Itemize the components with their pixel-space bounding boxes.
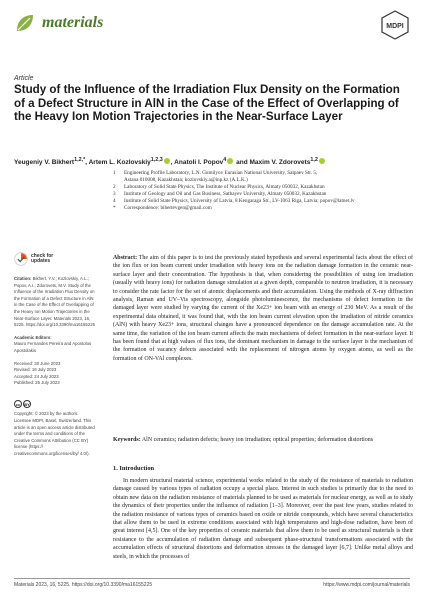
abstract-label: Abstract: (113, 255, 138, 261)
mdpi-logo-icon[interactable] (380, 10, 410, 40)
journal-logo[interactable] (14, 12, 103, 34)
keywords-text: AlN ceramics; radiation defects; heavy ion irradiation; optical properties; deformation distortions (141, 437, 374, 443)
journal-leaf-icon (14, 12, 36, 34)
affiliation-item: 2 Laboratory of Solid State Physics, The Institute of Nuclear Physics, Almaty 050032, Kazakhstan (113, 183, 325, 190)
cc-icon: cc (15, 401, 21, 407)
footer-divider (14, 578, 410, 579)
author-and: and (236, 159, 248, 167)
keywords-label: Keywords: (113, 437, 141, 443)
orcid-icon[interactable] (164, 158, 170, 164)
author-name[interactable]: Maxim V. Zdorovets (249, 159, 311, 167)
cc-license-badge[interactable] (14, 400, 31, 408)
author-name[interactable]: Anatoli I. Popov (174, 159, 224, 167)
check-updates-line1: check for (31, 252, 54, 259)
citation-block (14, 276, 96, 329)
author-name[interactable]: Yeugeniy V. Bikhert (14, 159, 75, 167)
mdpi-logo-text: MDPI (386, 23, 404, 30)
copyright-text[interactable]: Copyright: © 2023 by the authors. Licensee MDPI, Basel, Switzerland. This article is an open access article distributed under the terms and conditions of the Creative Commons Attribution (CC BY) license (https:// creativecommons.org/licenses/by/ 4.0/). (14, 411, 95, 456)
editors-label: Academic Editors: (14, 334, 52, 340)
citation-text[interactable]: Bikhert, Y.V.; Kozlovskiy, A.L.; Popov, A.I.; Zdorovets, M.V. Study of the Influence of the Irradiation Flux Density on the Formation of a Defect Structure in AlN in the Case of the Effect of Overlapping of the Heavy Ion Motion Trajectories in the Near-Surface Layer. Materials 2023, 16, 5225. https://doi.org/10.3390/ma16155225 (14, 276, 95, 328)
check-updates-button[interactable] (14, 252, 96, 266)
check-updates-line2: updates (31, 258, 51, 264)
author-sep: , (170, 159, 173, 167)
affiliation-item: 4 Institute of Solid State Physics, University of Latvia, 8 Kengaraga Str., LV-1063 Riga, Latvia; popov@latnet.lv (113, 197, 355, 204)
orcid-icon[interactable] (227, 158, 233, 164)
citation-label: Citation: (14, 276, 32, 281)
page-header (14, 8, 410, 46)
abstract (113, 254, 413, 363)
introduction-text: In modern structural material science, experimental works related to the study of the resistance of materials to radiation damage caused by various types of radiation occupy a special place. Interest in such studies is primarily due to the need to obtain new data on the radiation resistance of materials planned to be used as materials for nuclear energy, as well as to study the dynamics of their properties under the influence of radiation [1–3]. Moreover, over the past few years, studies related to the radiation resistance of various types of ceramics based on oxide or nitride compounds, which have several characteristics that allow them to be used in extreme conditions associated with high temperatures and high-dose radiation, have been of great interest [4,5]. One of the key properties of ceramic materials that allow them to be used as structural materials is their resistance to the accumulation of radiation damage and subsequent phase-structural transformations associated with the accumulation effects of structural distortions and deformation stresses in the damaged layer [6,7]. Unlike metal alloys and steels, in which the processes of (113, 478, 413, 560)
author-name[interactable]: Artem L. Kozlovskiy (88, 159, 151, 167)
author-affil-sup: 1,2,3 (150, 157, 163, 163)
accepted-date: Accepted: 24 July 2023 (14, 373, 59, 379)
author-affil-sup: 4 (223, 157, 227, 163)
author-affil-sup: 1,2 (310, 157, 318, 163)
correspondence: * Correspondence: bihertevgen@gmail.com (113, 204, 212, 211)
by-icon: BY (24, 401, 30, 407)
abstract-text: The aim of this paper is to test the previously stated hypothesis and several experimental facts about the effect of the ion flux or ion beam current under irradiation with heavy ions on the radiation damage formation in the ceramic near-surface layer and their concentration. The hypothesis is that, when considering the possibilities of using ion irradiation (usually with heavy ions) for radiation damage simulation at a given depth, comparable to neutron irradiation, it is necessary to consider the rate factor for the set of atomic displacements and their accumulation. Using the methods of X-ray diffraction analysis, Raman and UV–Vis spectroscopy, alongside photoluminescence, the mechanisms of defect formation in the damaged layer were studied by varying the current of the Xe23+ ion beam with an energy of 230 MeV. As a result of the experimental data obtained, it was found that, with the ion beam current elevation upon the irradiation of nitride ceramics (AlN) with heavy Xe23+ ions, structural changes have a pronounced dependence on the damage accumulation rate. At the same time, the variation of the ion beam current affects the main mechanisms of defect formation in the near-surface layer. It has been found that at high values of flux ions, the dominant mechanism in damage to the surface layer is the mechanism of the formation of vacancy defects associated with the replacement of nitrogen atoms by oxygen atoms, as well as the formation of ON-VAl complexes. (113, 255, 413, 362)
editors-block (14, 335, 96, 355)
dates-block (14, 361, 96, 387)
affiliations (113, 170, 413, 211)
revised-date: Revised: 18 July 2023 (14, 367, 57, 373)
orcid-icon[interactable] (319, 158, 325, 164)
article-title: Study of the Influence of the Irradiation Flux Density on the Formation of a Defect Structure in AlN in the Case of the Effect of Overlapping of the Heavy Ion Motion Trajectories in the Near-Surface Layer (14, 83, 400, 124)
affiliation-item: Astana 010008, Kazakhstan; kozlovskiy.a@inp.kz (A.L.K.) (124, 176, 248, 183)
keywords (113, 436, 413, 444)
section-heading: 1. Introduction (113, 465, 155, 472)
author-list (14, 157, 410, 166)
editors-text: Mauro Fernandes Pereira and Apostolos Apostolakis (14, 341, 92, 353)
sidebar (14, 252, 96, 464)
published-date: Published: 25 July 2023 (14, 380, 60, 386)
article-type: Article (14, 75, 34, 82)
author-affil-sup: 1,2,* (74, 157, 86, 163)
check-for-updates-icon (14, 252, 28, 266)
affiliation-item: 3 Institute of Geology and Oil and Gas Business, Satbayev University, Almaty 050032, Kazakhstan (113, 190, 327, 197)
copyright-block (14, 411, 96, 457)
affiliation-item: 1 Engineering Profile Laboratory, L.N. Gumilyov Eurasian National University, Satpaev Str. 5, (113, 170, 318, 176)
author-sep: , (85, 159, 88, 167)
journal-name: materials (42, 14, 104, 31)
footer-citation[interactable]: Materials 2023, 16, 5225. https://doi.org/10.3390/ma16155225 (14, 582, 153, 588)
footer-journal-link[interactable]: https://www.mdpi.com/journal/materials (323, 582, 410, 588)
received-date: Received: 30 June 2023 (14, 360, 61, 366)
